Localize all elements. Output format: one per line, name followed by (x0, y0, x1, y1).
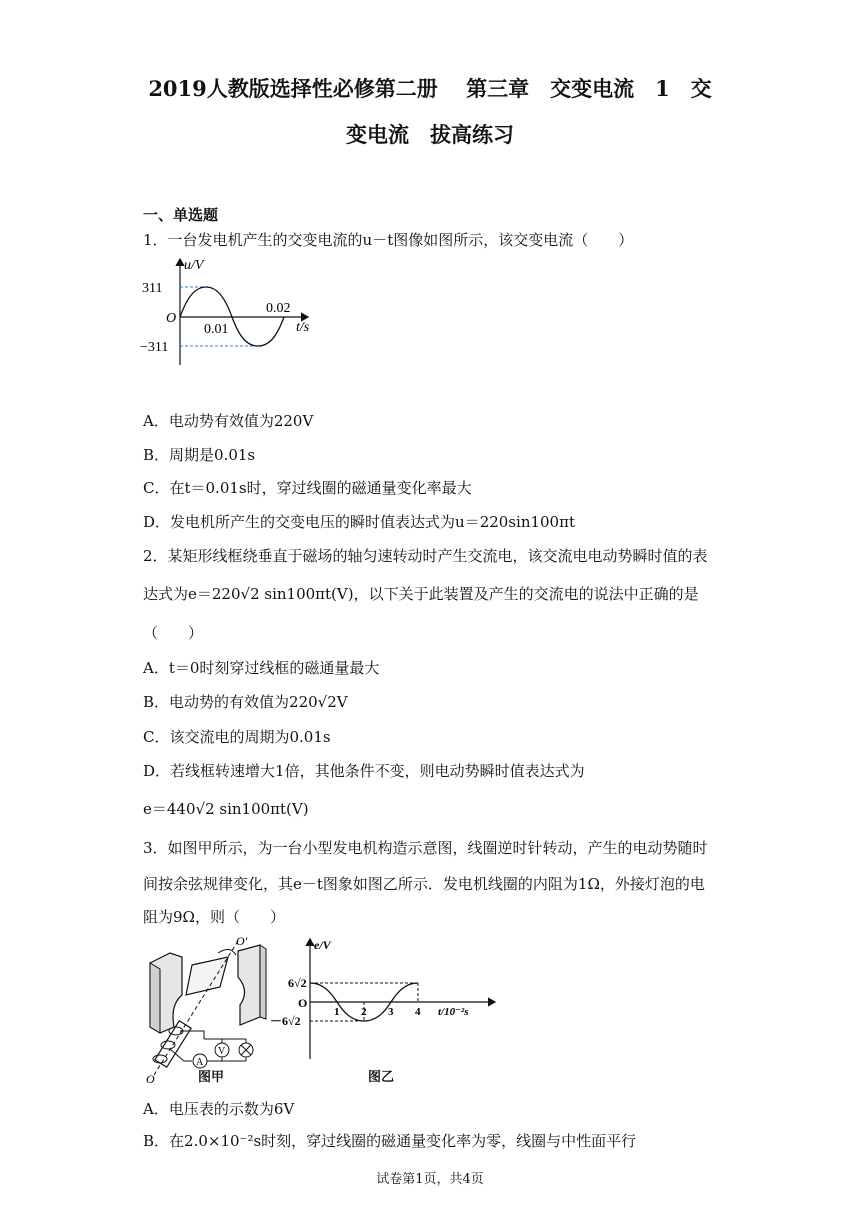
ammeter-label: A (196, 1057, 204, 1068)
q1-option-c: C．在t＝0.01s时，穿过线圈的磁通量变化率最大 (143, 479, 472, 497)
title-line-2: 变电流 拔高练习 (346, 122, 514, 147)
q3-graph-ylabel: e/V (314, 938, 331, 952)
q1-option-d: D．发电机所产生的交变电压的瞬时值表达式为u＝220sin100πt (143, 513, 575, 531)
q3-graph-tick-2: 2 (361, 1006, 367, 1018)
q3-graph-xlabel: t/10⁻²s (438, 1006, 469, 1018)
q2-stem-line-2: 达式为e＝220√2 sin100πt(V)，以下关于此装置及产生的交流电的说法中正确的是 (143, 585, 699, 603)
q3-figure-yi (270, 935, 510, 1065)
q3-graph-ymin: －6√2 (270, 1014, 301, 1028)
q2-option-a: A．t＝0时刻穿过线框的磁通量最大 (143, 659, 380, 677)
q1-option-a: A．电动势有效值为220V (143, 412, 314, 430)
page-footer: 试卷第1页，共4页 (376, 1172, 484, 1187)
q3-graph-ymax: 6√2 (288, 976, 307, 990)
q3-figure-jia-caption: 图甲 (198, 1070, 225, 1085)
q2-option-c: C．该交流电的周期为0.01s (143, 728, 331, 746)
q3-graph-origin: O (298, 996, 308, 1010)
q1-graph (140, 255, 340, 370)
q1-graph-x1: 0.01 (204, 322, 229, 337)
q3-graph-tick-3: 3 (388, 1006, 394, 1018)
q1-graph-xlabel: t/s (296, 320, 310, 335)
q3-graph-tick-4: 4 (415, 1006, 421, 1018)
q2-stem-line-3: （ ） (143, 624, 204, 642)
q1-graph-ylabel: u/V (184, 258, 204, 273)
q1-graph-x2: 0.02 (266, 301, 291, 316)
q1-stem: 1．一台发电机产生的交变电流的u－t图像如图所示，该交变电流（ ） (143, 231, 634, 249)
axis-o-prime: O′ (236, 934, 248, 948)
title-line-1: 2019人教版选择性必修第二册 第三章 交变电流 1 交 (148, 76, 712, 101)
q1-option-b: B．周期是0.01s (143, 446, 256, 464)
q3-stem-line-2: 间按余弦规律变化，其e－t图象如图乙所示．发电机线圈的内阻为1Ω，外接灯泡的电 (143, 875, 705, 893)
section-heading: 一、单选题 (143, 206, 219, 224)
q3-stem-line-1: 3．如图甲所示，为一台小型发电机构造示意图，线圈逆时针转动，产生的电动势随时 (143, 839, 708, 857)
q2-stem-line-1: 2．某矩形线框绕垂直于磁场的轴匀速转动时产生交流电，该交流电电动势瞬时值的表 (143, 547, 708, 565)
q3-figure-yi-caption: 图乙 (368, 1070, 395, 1085)
q3-graph-tick-1: 1 (334, 1006, 340, 1018)
q3-option-b: B．在2.0×10⁻²s时刻，穿过线圈的磁通量变化率为零，线圈与中性面平行 (143, 1132, 637, 1150)
q3-stem-line-3: 阻为9Ω，则（ ） (143, 908, 285, 926)
axis-o: O (146, 1072, 155, 1086)
q1-graph-ymin: −311 (140, 340, 169, 355)
q2-option-d: D．若线框转速增大1倍，其他条件不变，则电动势瞬时值表达式为 (143, 762, 585, 780)
voltmeter-label: V (218, 1046, 226, 1057)
q1-graph-ymax: 311 (142, 281, 163, 296)
q3-option-a: A．电压表的示数为6V (143, 1100, 295, 1118)
q2-option-d-formula: e＝440√2 sin100πt(V) (143, 800, 309, 818)
page-title (120, 66, 740, 158)
q2-option-b: B．电动势的有效值为220√2V (143, 693, 348, 711)
q3-figure-jia (140, 935, 285, 1085)
q1-graph-origin: O (166, 311, 177, 326)
